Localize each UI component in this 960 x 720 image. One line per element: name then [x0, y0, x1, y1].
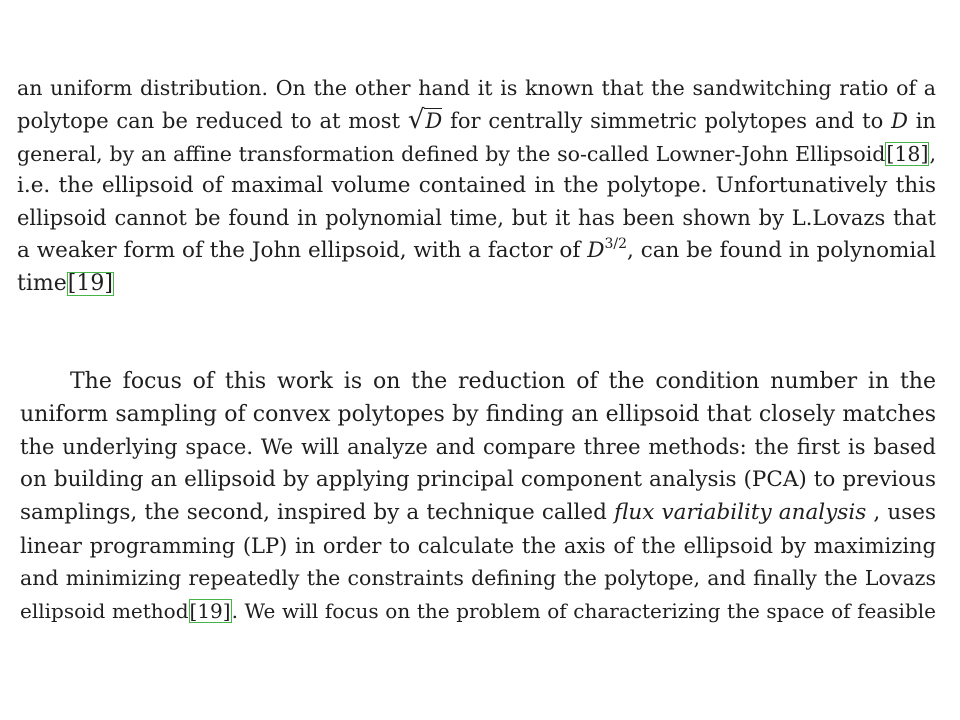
emphasized-term: flux variability analysis: [614, 500, 867, 525]
p2-line-1-text: The focus of this work is on the reduction of the condition number in the: [70, 369, 936, 394]
math-variable-d-power: [587, 238, 627, 263]
p1-line-3: [17, 140, 936, 168]
p2-line-2-text: uniform sampling of convex polytopes by finding an ellipsoid that closely matches: [20, 402, 936, 427]
math-exponent: 3/2: [604, 236, 627, 252]
p2-line-6: [20, 532, 936, 560]
citation-link-19[interactable]: [19]: [67, 271, 113, 296]
p1-line-7-text: time: [17, 271, 67, 296]
p2-line-5-text-b: , uses: [873, 500, 937, 525]
p1-line-2-text-a: polytope can be reduced to at most: [17, 109, 401, 133]
p1-line-2-text-b: for centrally simmetric polytopes and to: [450, 109, 884, 133]
p1-line-4-text: i.e. the ellipsoid of maximal volume contained in the polytope. Unfortunatively this: [17, 173, 936, 198]
p1-line-5-text: ellipsoid cannot be found in polynomial time, but it has been shown by L.Lovazs that: [17, 206, 936, 230]
p2-line-3: [20, 433, 936, 461]
citation-link-19-b[interactable]: [19]: [189, 599, 231, 623]
p2-line-5: [20, 499, 936, 527]
p1-line-7: [17, 270, 114, 298]
math-base-d: D: [587, 238, 605, 263]
p2-line-8-text-b: . We will focus on the problem of characterizing the space of feasible: [231, 599, 936, 623]
p2-line-4-text: on building an ellipsoid by applying principal component analysis (PCA) to previous: [20, 467, 936, 492]
sqrt-symbol: √: [407, 105, 425, 135]
p2-line-5-text-a: samplings, the second, inspired by a technique called: [20, 500, 607, 525]
p2-line-8-text-a: ellipsoid method: [20, 599, 189, 623]
sqrt-expression: [408, 106, 442, 135]
p1-line-5: [17, 204, 936, 232]
p2-line-4: [20, 466, 936, 494]
sqrt-argument: D: [425, 109, 443, 133]
p2-line-3-text: the underlying space. We will analyze and compare three methods: the first is based: [20, 435, 936, 459]
p2-line-8: [20, 597, 936, 625]
p1-line-3-text-b: ,: [929, 142, 936, 166]
p1-line-1: [17, 74, 936, 102]
p2-line-6-text: linear programming (LP) in order to calculate the axis of the ellipsoid by maximizing: [20, 534, 936, 558]
p1-line-2: [17, 106, 936, 134]
citation-link-18[interactable]: [18]: [886, 142, 929, 166]
p1-line-3-text-a: general, by an affine transformation defined by the so-called Lowner-John Ellipsoid: [17, 142, 886, 166]
p2-line-7-text: and minimizing repeatedly the constraints defining the polytope, and finally the Lovazs: [20, 566, 936, 590]
p2-line-7: [20, 564, 936, 592]
p2-line-2: [20, 401, 936, 429]
p1-line-1-text: an uniform distribution. On the other hand it is known that the sandwitching ratio of a: [17, 76, 936, 100]
math-variable-d: D: [891, 109, 908, 133]
p1-line-6-text-b: , can be found in polynomial: [626, 238, 936, 263]
p1-line-2-text-c: in: [915, 109, 936, 133]
p1-line-4: [17, 172, 936, 200]
p1-line-6-text-a: a weaker form of the John ellipsoid, with a factor of: [17, 238, 581, 263]
p1-line-6: [17, 237, 936, 265]
p2-line-1: [70, 368, 936, 396]
